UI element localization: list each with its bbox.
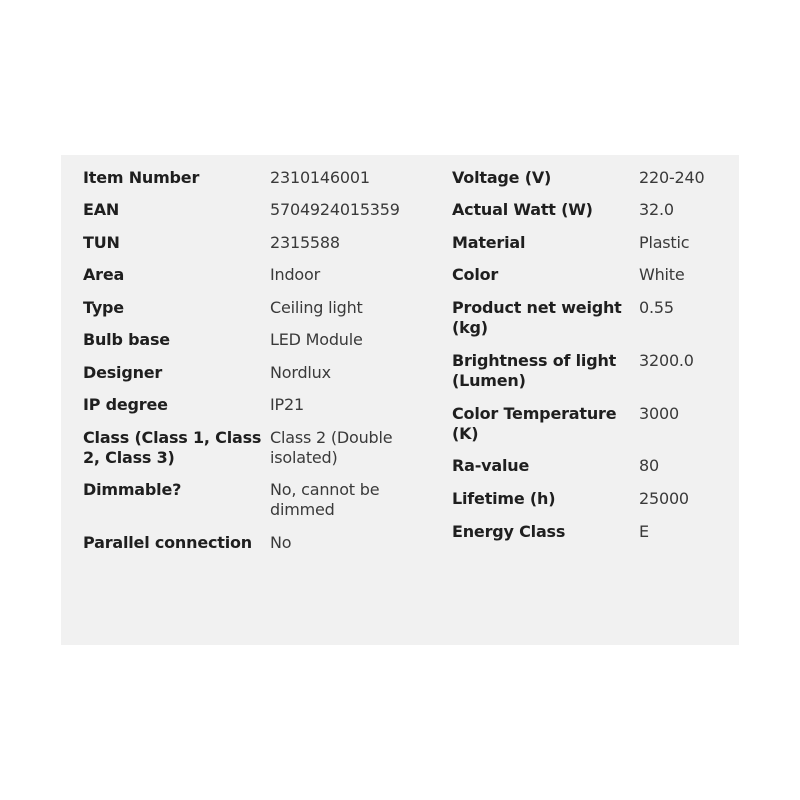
spec-value: No (270, 533, 292, 552)
spec-label: Bulb base (83, 330, 170, 349)
spec-label: EAN (83, 200, 120, 219)
spec-label: Class (Class 1, Class 2, Class 3) (83, 428, 262, 467)
spec-row (452, 351, 732, 404)
spec-label: Voltage (V) (452, 168, 552, 187)
spec-value: Indoor (270, 265, 320, 284)
spec-label: Type (83, 298, 124, 317)
spec-label: Designer (83, 363, 163, 382)
spec-label: Actual Watt (W) (452, 200, 593, 219)
spec-label: IP degree (83, 395, 168, 414)
spec-panel (61, 155, 739, 645)
spec-value: 5704924015359 (270, 200, 400, 219)
spec-row (452, 489, 732, 522)
spec-row (83, 298, 423, 330)
spec-row (83, 395, 423, 428)
spec-value: IP21 (270, 395, 304, 414)
spec-row (83, 265, 423, 298)
spec-label: Color (452, 265, 499, 284)
spec-value: E (639, 522, 649, 541)
spec-row (83, 330, 423, 363)
spec-value: 3200.0 (639, 351, 694, 370)
spec-label: Area (83, 265, 125, 284)
spec-row (83, 533, 423, 565)
spec-row (452, 233, 732, 265)
spec-label: Energy Class (452, 522, 566, 541)
spec-value: No, cannot be dimmed (270, 480, 380, 519)
spec-value: LED Module (270, 330, 363, 349)
spec-value: 2315588 (270, 233, 340, 252)
spec-column-left (83, 168, 423, 565)
spec-label: Dimmable? (83, 480, 182, 499)
spec-value: Nordlux (270, 363, 331, 382)
spec-label: TUN (83, 233, 120, 252)
spec-label: Item Number (83, 168, 200, 187)
spec-value: White (639, 265, 685, 284)
spec-row (83, 233, 423, 265)
spec-label: Material (452, 233, 526, 252)
spec-value: 3000 (639, 404, 679, 423)
spec-row (452, 168, 732, 200)
spec-row (452, 298, 732, 351)
spec-value: Ceiling light (270, 298, 363, 317)
spec-value: 32.0 (639, 200, 674, 219)
spec-value: 0.55 (639, 298, 674, 317)
spec-value: 2310146001 (270, 168, 370, 187)
spec-row (83, 200, 423, 233)
spec-row (452, 456, 732, 489)
spec-value: 220-240 (639, 168, 705, 187)
spec-label: Color Temperature (K) (452, 404, 617, 443)
spec-label: Product net weight (kg) (452, 298, 622, 337)
spec-row (83, 428, 423, 480)
spec-value: Plastic (639, 233, 690, 252)
spec-value: 80 (639, 456, 659, 475)
spec-column-right (452, 168, 732, 554)
spec-label: Brightness of light (Lumen) (452, 351, 617, 390)
spec-row (452, 200, 732, 233)
spec-row (452, 522, 732, 554)
spec-value: Class 2 (Double isolated) (270, 428, 393, 467)
spec-row (83, 363, 423, 395)
spec-value: 25000 (639, 489, 689, 508)
spec-label: Lifetime (h) (452, 489, 556, 508)
spec-row (83, 480, 423, 533)
spec-label: Parallel connection (83, 533, 252, 552)
spec-row (83, 168, 423, 200)
spec-row (452, 404, 732, 456)
spec-label: Ra-value (452, 456, 530, 475)
spec-row (452, 265, 732, 298)
